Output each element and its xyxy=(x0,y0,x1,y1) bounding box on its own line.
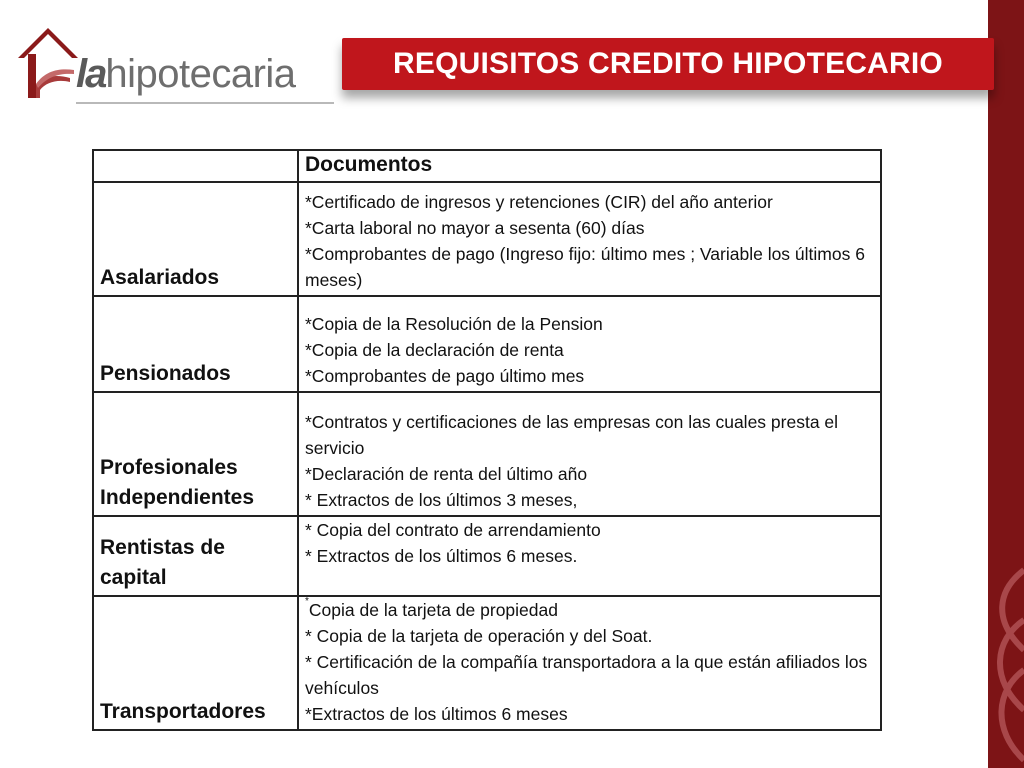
document-item-text: Copia de la tarjeta de propiedad xyxy=(308,600,558,620)
document-item: * Copia del contrato de arrendamiento xyxy=(305,520,601,540)
document-item: *Contratos y certificaciones de las empresas con las cuales presta el servicio xyxy=(305,412,839,458)
documents-cell xyxy=(298,596,881,730)
document-item: * Copia de la tarjeta de operación y del Soat. xyxy=(305,626,653,646)
table-row xyxy=(93,596,881,730)
requirements-table xyxy=(92,149,882,731)
document-item: *Copia de la Resolución de la Pension xyxy=(305,314,603,334)
header-documents-cell xyxy=(298,150,881,182)
logo-underline xyxy=(76,102,334,104)
table-row xyxy=(93,516,881,596)
document-item: * Extractos de los últimos 3 meses, xyxy=(305,490,578,510)
document-item: *Certificado de ingresos y retenciones (CIR) del año anterior xyxy=(305,192,773,212)
header-empty-cell xyxy=(93,150,298,182)
house-icon xyxy=(14,24,84,104)
page-title: REQUISITOS CREDITO HIPOTECARIO xyxy=(342,38,994,90)
logo-wordmark xyxy=(76,54,296,94)
documents-cell xyxy=(298,392,881,516)
documents-cell xyxy=(298,516,881,596)
right-decorative-band xyxy=(988,0,1024,768)
table-row xyxy=(93,296,881,392)
documents-cell xyxy=(298,182,881,296)
category-cell: Profesionales Independientes xyxy=(93,392,298,516)
document-item: *Carta laboral no mayor a sesenta (60) días xyxy=(305,218,645,238)
category-cell: Asalariados xyxy=(93,182,298,296)
document-item: *Comprobantes de pago último mes xyxy=(305,366,585,386)
logo-prefix: la xyxy=(76,52,106,96)
logo xyxy=(14,24,334,104)
logo-name: hipotecaria xyxy=(105,52,296,96)
swirl-decoration xyxy=(988,560,1024,768)
document-item: *Copia de la declaración de renta xyxy=(305,340,564,360)
table-row xyxy=(93,392,881,516)
document-item: * Certificación de la compañía transportadora a la que están afiliados los vehículos xyxy=(305,652,868,698)
document-item: * Extractos de los últimos 6 meses. xyxy=(305,546,578,566)
category-cell: Rentistas de capital xyxy=(93,516,298,596)
documents-header: Documentos xyxy=(305,153,433,176)
category-cell: Pensionados xyxy=(93,296,298,392)
document-item: *Declaración de renta del último año xyxy=(305,464,588,484)
table-header-row xyxy=(93,150,881,182)
document-item xyxy=(305,597,874,623)
document-item: *Comprobantes de pago (Ingreso fijo: último mes ; Variable los últimos 6 meses) xyxy=(305,244,865,290)
document-item: *Extractos de los últimos 6 meses xyxy=(305,704,568,724)
table-row xyxy=(93,182,881,296)
category-cell: Transportadores xyxy=(93,596,298,730)
documents-cell xyxy=(298,296,881,392)
small-asterisk: * xyxy=(305,596,309,607)
